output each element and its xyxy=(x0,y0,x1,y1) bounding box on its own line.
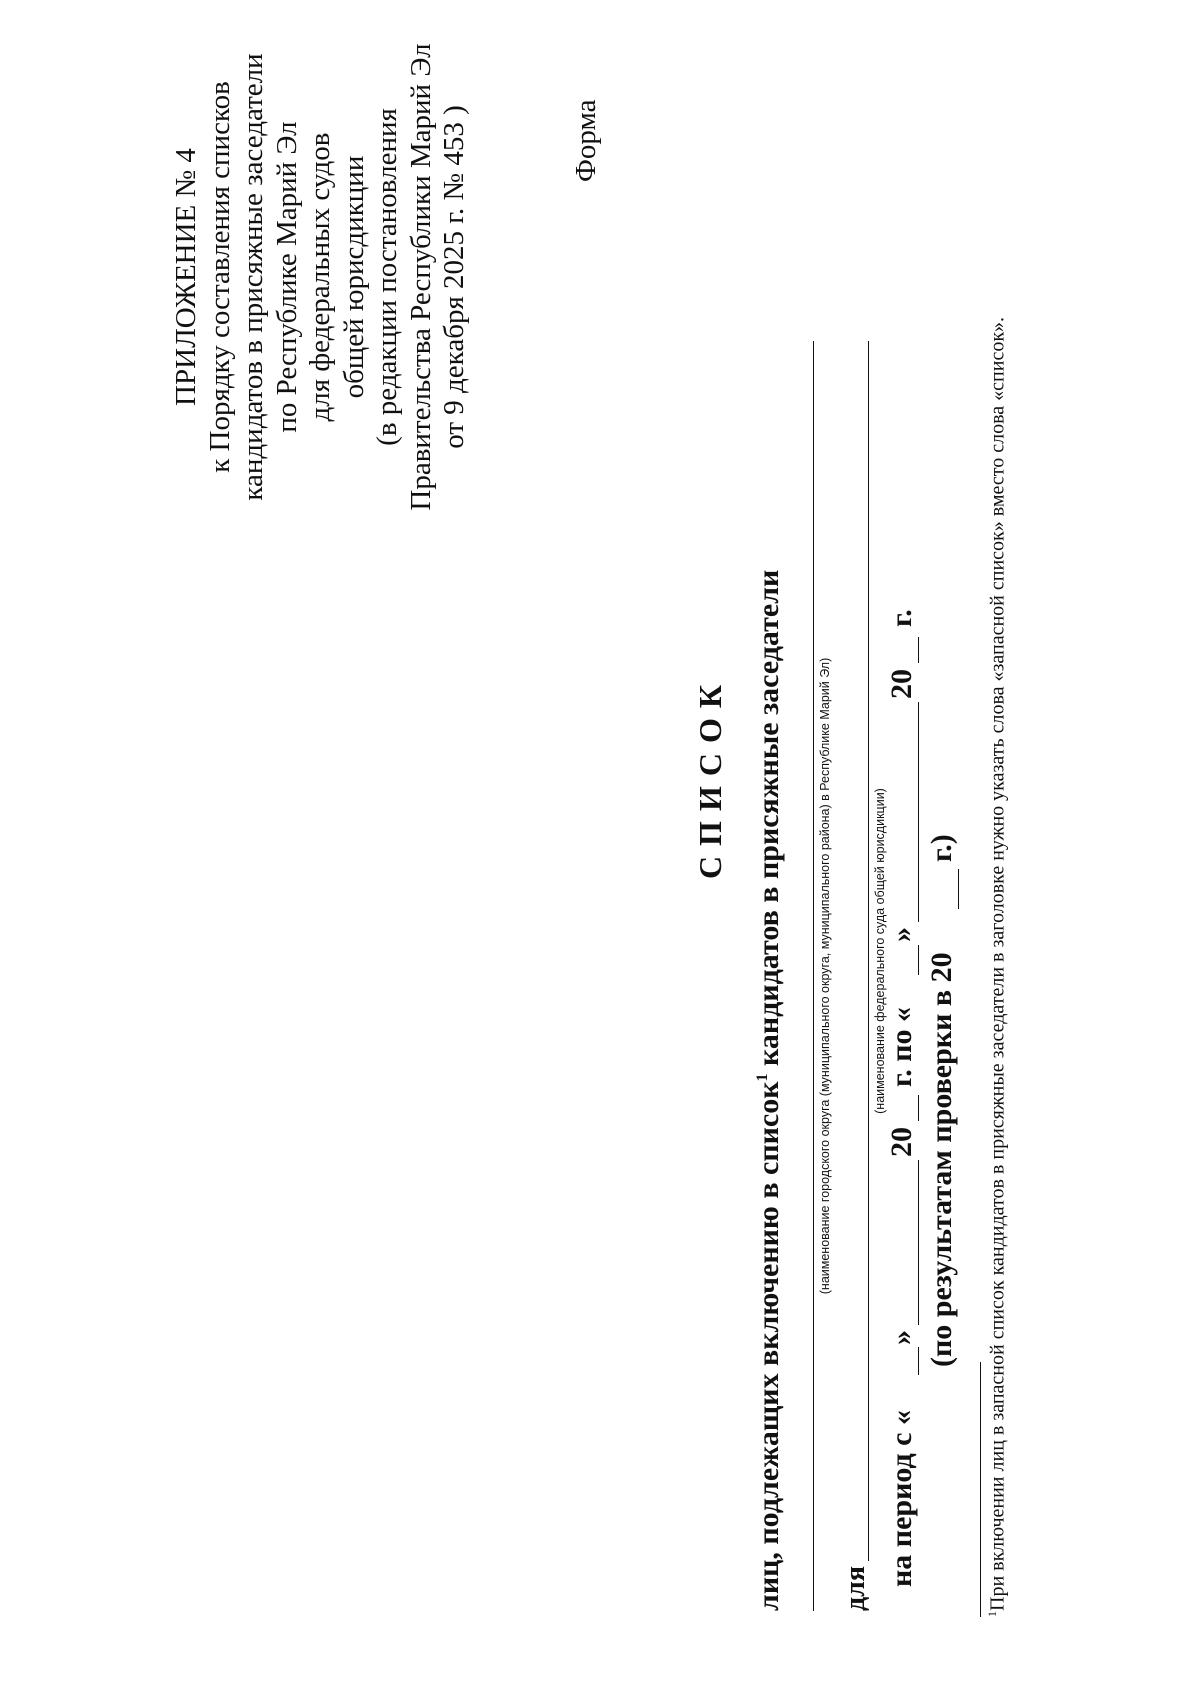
appendix-line: для федеральных судов xyxy=(304,132,336,422)
subtitle-text: лиц, подлежащих включению в список xyxy=(752,1081,785,1611)
appendix-header xyxy=(170,17,472,537)
g-text: г. xyxy=(885,609,918,627)
close-quote-1: » xyxy=(885,1330,918,1345)
month-blank-2 xyxy=(918,702,919,922)
appendix-line: по Республике Марий Эл xyxy=(270,121,303,433)
results-year-blank xyxy=(958,869,959,909)
footnote-text: При включении лиц в запасной список кандидатов в присяжные заседатели в заголовке нужно указать слова «запасной список» вместо слова «список». xyxy=(986,316,1009,1611)
results-text: (по результатам проверки в 20 xyxy=(925,952,958,1367)
document-title: СПИСОК xyxy=(692,674,728,880)
day-blank-1 xyxy=(918,1347,919,1375)
month-blank-1 xyxy=(918,1160,919,1325)
year-blank-1 xyxy=(918,1095,919,1121)
appendix-line: Правительства Республики Марий Эл xyxy=(404,43,437,511)
appendix-line: (в редакции постановления xyxy=(371,108,403,446)
appendix-line: от 9 декабря 2025 г. № 453 ) xyxy=(438,105,470,449)
subtitle-text-end: кандидатов в присяжные заседатели xyxy=(752,569,785,1074)
period-start-text: на период с « xyxy=(885,1410,918,1587)
document-subtitle xyxy=(752,531,786,1611)
form-label: Форма xyxy=(570,99,602,182)
appendix-line: общей юрисдикции xyxy=(337,155,370,399)
court-fill-line xyxy=(868,341,869,1561)
appendix-line: кандидатов в присяжные заседатели xyxy=(237,53,269,501)
close-quote-2: » xyxy=(885,927,918,942)
footnote-mark: 1 xyxy=(985,1611,999,1617)
municipality-fill-line xyxy=(813,341,814,1611)
day-blank-2 xyxy=(918,945,919,975)
year-blank-2 xyxy=(918,637,919,663)
year-prefix-2: 20 xyxy=(885,669,918,699)
results-end: г.) xyxy=(925,834,958,862)
court-caption: (наименование федерального суда общей юрисдикции) xyxy=(873,788,887,1114)
municipality-caption: (наименование городского округа (муниципального округа, муниципального района) в Республике Марий Эл) xyxy=(818,657,832,1295)
footnote xyxy=(985,316,1010,1617)
footnote-ref: 1 xyxy=(754,1073,771,1082)
for-label: для xyxy=(840,1565,871,1611)
appendix-line: ПРИЛОЖЕНИЕ № 4 xyxy=(170,148,202,406)
footnote-separator xyxy=(980,1362,981,1617)
year-prefix-1: 20 xyxy=(885,1127,918,1157)
appendix-line: к Порядку составления списков xyxy=(203,81,236,473)
g-po-text: г. по « xyxy=(885,1006,918,1087)
